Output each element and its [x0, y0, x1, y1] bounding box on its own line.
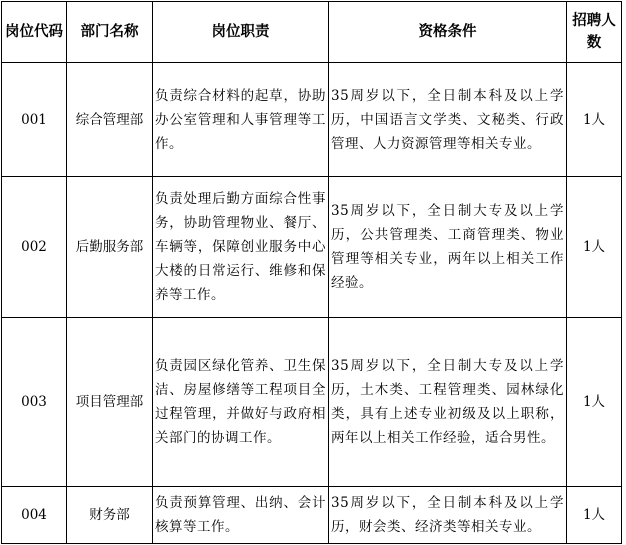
table-row: [2, 487, 622, 544]
qualification: 35周岁以下，全日制大专及以上学历，土木类、工程管理类、园林绿化类，具有上述专业初级及以上职称，两年以上相关工作经验，适合男性。: [329, 318, 567, 487]
position-duty: 负责预算管理、出纳、会计核算等工作。: [153, 487, 329, 544]
position-duty: 负责园区绿化管养、卫生保洁、房屋修缮等工程项目全过程管理，并做好与政府相关部门的协调工作。: [153, 318, 329, 487]
qualification: 35周岁以下，全日制大专及以上学历，公共管理类、工商管理类、物业管理等相关专业，两年以上相关工作经验。: [329, 177, 567, 318]
position-duty: 负责综合材料的起草，协助办公室管理和人事管理等工作。: [153, 63, 329, 177]
hire-count: 1人: [567, 318, 622, 487]
position-code: 001: [2, 63, 67, 177]
position-code: 003: [2, 318, 67, 487]
department-name: 项目管理部: [67, 318, 153, 487]
department-name: 后勤服务部: [67, 177, 153, 318]
department-name: 综合管理部: [67, 63, 153, 177]
position-duty: 负责处理后勤方面综合性事务，协助管理物业、餐厅、车辆等，保障创业服务中心大楼的日常运行、维修和保养等工作。: [153, 177, 329, 318]
header-row: [2, 2, 622, 63]
header-dept: 部门名称: [67, 2, 153, 63]
hire-count: 1人: [567, 63, 622, 177]
hire-count: 1人: [567, 177, 622, 318]
qualification: 35周岁以下，全日制本科及以上学历，中国语言文学类、文秘类、行政管理、人力资源管理等相关专业。: [329, 63, 567, 177]
hire-count: 1人: [567, 487, 622, 544]
header-qual: 资格条件: [329, 2, 567, 63]
header-duty: 岗位职责: [153, 2, 329, 63]
header-code: 岗位代码: [2, 2, 67, 63]
position-code: 002: [2, 177, 67, 318]
recruitment-table: [1, 1, 622, 544]
position-code: 004: [2, 487, 67, 544]
table-row: [2, 318, 622, 487]
table-row: [2, 177, 622, 318]
qualification: 35周岁以下，全日制本科及以上学历，财会类、经济类等相关专业。: [329, 487, 567, 544]
department-name: 财务部: [67, 487, 153, 544]
table-row: [2, 63, 622, 177]
header-count: 招聘人数: [567, 2, 622, 63]
